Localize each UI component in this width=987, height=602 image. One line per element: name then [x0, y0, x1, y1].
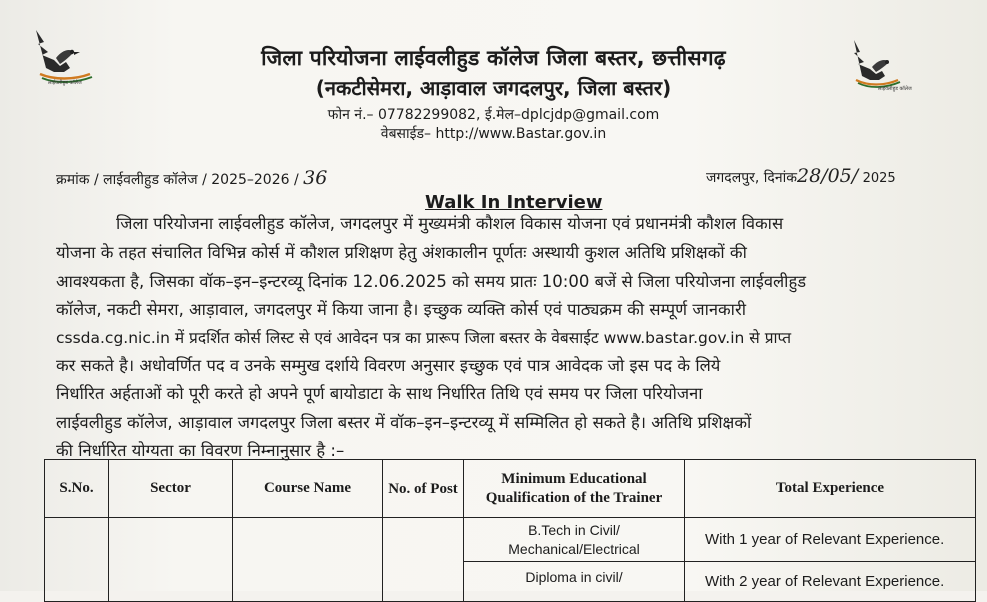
- notice-title: Walk In Interview: [425, 192, 603, 213]
- header-sector: Sector: [109, 460, 233, 518]
- table-header-row: [45, 460, 976, 518]
- table-row: [45, 518, 976, 562]
- institution-title: जिला परियोजना लाईवलीहुड कॉलेज जिला बस्तर, छत्तीसगढ़: [261, 46, 726, 70]
- body-line: जिला परियोजना लाईवलीहुड कॉलेज, जगदलपुर में मुख्यमंत्री कौशल विकास योजना एवं प्रधानमंत्री कौशल विकास: [116, 214, 784, 233]
- cell-qualification: B.Tech in Civil/ Mechanical/Electrical: [464, 518, 685, 562]
- body-line: की निर्धारित योग्यता का विवरण निम्नानुसार है :–: [56, 441, 345, 460]
- cell-sno: [45, 518, 109, 602]
- reference-handwritten-number: 36: [303, 167, 328, 189]
- body-line: cssda.cg.nic.in में प्रदर्शित कोर्स लिस्ट से एवं आवेदन पत्र का प्रारूप जिला बस्तर के वेबसाईट www.bastar.gov.in से प्राप्त: [56, 329, 792, 347]
- left-logo-caption: लाईवलीहुड कॉलेज: [48, 80, 82, 86]
- cell-sector: [109, 518, 233, 602]
- institution-address: (नकटीसेमरा, आड़ावाल जगदलपुर, जिला बस्तर): [315, 76, 672, 100]
- website-line: वेबसाईड– http://www.Bastar.gov.in: [380, 126, 607, 142]
- date-year: 2025: [862, 171, 896, 186]
- qualification-table: [44, 459, 976, 602]
- handwritten-date: 28/05/: [796, 165, 859, 187]
- cell-qualification: Diploma in civil/: [464, 562, 685, 602]
- body-line: कॉलेज, नकटी सेमरा, आड़ावाल, जगदलपुर में किया जाना है। इच्छुक व्यक्ति कोर्स एवं पाठ्यक्रम की सम्पूर्ण जानकारी: [56, 300, 746, 319]
- body-line: आवश्यकता है, जिसका वॉक–इन–इन्टरव्यू दिनांक 12.06.2025 को समय प्रातः 10:00 बजें से जिला परियोजना लाईवलीहुड: [56, 272, 807, 291]
- header-course-name: Course Name: [233, 460, 383, 518]
- body-line: निर्धारित अर्हताओं को पूरी करते हो अपने पूर्ण बायोडाटा के साथ निर्धारित तिथि एवं समय पर जिला परियोजना: [56, 384, 703, 403]
- header-no-of-post: No. of Post: [383, 460, 464, 518]
- place-date-prefix: जगदलपुर, दिनांक: [706, 170, 797, 186]
- body-line: योजना के तहत संचालित विभिन्न कोर्स में कौशल प्रशिक्षण हेतु अंशकालीन पूर्णतः अस्थायी कुशल अतिथि प्रशिक्षकों की: [56, 243, 747, 262]
- header-qualification: Minimum Educational Qualification of the Trainer: [464, 460, 685, 518]
- body-line: कर सकते है। अधोवर्णित पद व उनके सम्मुख दर्शाये विवरण अनुसार इच्छुक एवं पात्र आवेदक जो इस पद के लिये: [56, 356, 721, 375]
- cell-posts: [383, 518, 464, 602]
- header-sno: S.No.: [45, 460, 109, 518]
- reference-number: [56, 167, 327, 189]
- cell-experience: With 2 year of Relevant Experience.: [685, 562, 976, 602]
- contact-line: फोन नं.– 07782299082, ई.मेल–dplcjdp@gmail.com: [327, 107, 660, 123]
- cell-course: [233, 518, 383, 602]
- right-logo-caption: लाईवलीहुड कॉलेज: [878, 86, 912, 92]
- cell-experience: With 1 year of Relevant Experience.: [685, 518, 976, 562]
- body-line: लाईवलीहुड कॉलेज, आड़ावाल जगदलपुर जिला बस्तर में वॉक–इन–इन्टरव्यू में सम्मिलित हो सकते है। अतिथि प्रशिक्षकों: [56, 413, 752, 432]
- place-date: [706, 165, 896, 187]
- header-total-experience: Total Experience: [685, 460, 976, 518]
- reference-prefix: क्रमांक / लाईवलीहुड कॉलेज / 2025–2026 /: [56, 172, 299, 188]
